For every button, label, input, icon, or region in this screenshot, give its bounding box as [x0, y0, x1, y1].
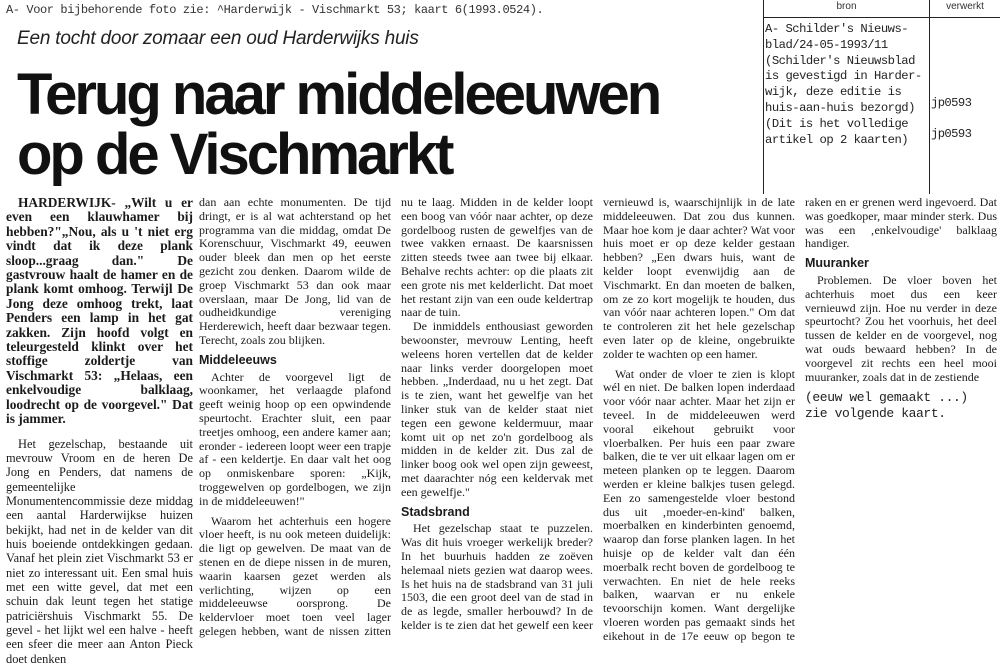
- article-paragraph: Wat onder de vloer te zien is klopt wél en niet. De balken lopen inderdaad voor vóór naar achter. Maar het zijn er teveel. In de middeleeuwen werd vooral eikehout gebruikt voor vloerbalken. Per huis een paar zware balken, die te ver uit elkaar lagen om er meteen planken op te leggen. Daarom werden er kleine balkjes tusen gelegd. Een zo samengestelde vloer bestond dus uit ‚moeder-en-kind' balken, moerbalken en kinderbinten genoemd, waarop dan forse planken lagen. In het huisje op de kelder valt dan één moerbalk recht boven de gordelboog te verwachten. En niet de hele reeks balken, waarvan er nu enkele tevoorschijn komen. Want dergelijke vloeren worden pas gemaakt sinds het eikehout in de 17e eeuw op begon te raken en er grenen werd ingevoerd. Dat was goedkoper, maar minder sterk. Dus was een ‚enkelvoudige' balklaag handiger.: [603, 196, 997, 644]
- article-paragraph: Waarom het achterhuis een hogere vloer heeft, is nu ook meteen duidelijk: die ligt op gewelven. De maat van de stenen en de diepe nissen in de muren, waarin kaarsen gezet werden als verlichting, wijzen op een middeleeuwse oorsprong. De keldervloer moet toen veel lager gelegen hebben, want de nissen zitten nu te laag. Midden in de kelder loopt een boog van vóór naar achter, op deze gordelboog rusten de gewelfjes van de twee vakken ernaast. De kaarsnissen zitten steeds twee aan twee bij elkaar. Behalve rechts achter: op die plaats zit een grote nis met kelderlicht. Dat moet het restant zijn van een oude keldertrap naar de tuin.: [199, 196, 593, 644]
- article-columns-2-to-5: [199, 196, 997, 644]
- article-column-1: [6, 196, 193, 666]
- continuation-note: (eeuw wel gemaakt ...): [805, 390, 997, 406]
- headline-line-2: op de Vischmarkt: [17, 126, 451, 184]
- headline-line-1: Terug naar middeleeuwen: [17, 66, 659, 124]
- bron-column-left-rule: [763, 0, 764, 194]
- card-header-rule: [763, 17, 1000, 18]
- bron-text: A- Schilder's Nieuws- blad/24-05-1993/11 (Schilder's Nieuwsblad is gevestigd in Harder- wijk, deze editie is huis-aan-huis bezorgd) (Dit is het volledige artikel op 2 kaarten): [765, 22, 930, 148]
- verwerkt-entry: jp0593: [931, 96, 971, 110]
- verwerkt-entry: jp0593: [931, 127, 971, 141]
- photo-reference-note: A- Voor bijbehorende foto zie: ^Harderwijk - Vischmarkt 53; kaart 6(1993.0524).: [6, 3, 543, 17]
- subheading-middeleeuws: Middeleeuws: [199, 354, 391, 368]
- article-kicker: Een tocht door zomaar een oud Harderwijks huis: [17, 28, 419, 50]
- article-paragraph: De inmiddels enthousiast geworden bewoonster, mevrouw Lenting, heeft weleens horen vertellen dat de kelder naar links verder doorgelopen moet hebben. „Inderdaad, nu u het zegt. Dat is te zien, want het gewelfje van het linker stuk van de kelder staat niet tegen een gewone keldermuur, maar komt uit op net zo'n gordelboog als midden in de kelder zit. Dus zal de linker boog ook wel open zijn geweest, met daarachter nóg een keldervak met een gewelfje.": [401, 320, 593, 499]
- article-paragraph: Het gezelschap staat te puzzelen. Was dit huis vroeger werkelijk breder? In het buurhuis hadden ze zoëven helemaal niets gezien wat daarop wees. Is het huis na de stadsbrand van 31 juli 1503, die een groot deel van de stad in de as legde, smaller herbouwd? In de kelder is te zien dat het gewelf een keer vernieuwd is, waarschijnlijk in de late middeleeuwen. Dat zou dus kunnen. Maar hoe kom je daar achter? Wat voor huis moet er op deze kelder gestaan hebben? „Een dwars huis, want de kelder loopt evenwijdig aan de Vischmarkt. En dan moeten de balken, om ze zo kort mogelijk te houden, dus van vóór naar achteren lopen." Om dat te controleren zit het hele gezelschap even later op de kleine, ongebruikte zolder te wachten op een hamer.: [401, 196, 795, 644]
- verwerkt-header: verwerkt: [930, 1, 1000, 12]
- article-paragraph: Het gezelschap, bestaande uit mevrouw Vroom en de heren De Jong en Penders, dat namens de gemeentelijke Monumentencommissie deze middag een aantal Harderwijkse huizen bekijkt, had net in de kelder van dit huis boeiende ontdekkingen gedaan. Vanaf het plein ziet Vischmarkt 53 er niet zo interessant uit. Een smal huis met een witte gevel, dat met een schuin dak leunt tegen het statige patriciërshuis Vischmarkt 55. De gevel - het lijkt wel een halve - heeft een sfeer die meer aan Anton Pieck doet denken: [6, 437, 193, 666]
- article-paragraph: Achter de voorgevel ligt de woonkamer, het verlaagde plafond geeft weinig hoop op een opwindende speurtocht. Erachter sluit, een paar treetjes omhoog, een andere kamer aan; eronder - iedereen loopt weer een trapje af - een keldertje. En daar valt het oog op onmiskenbare sporen: „Kijk, troggewelven op gordelbogen, we zijn in de middeleeuwen!": [199, 371, 391, 509]
- bron-header: bron: [764, 1, 929, 12]
- article-paragraph: Problemen. De vloer boven het achterhuis moet dus een keer vernieuwd zijn. Hoe nu verder in deze speurtocht? Zou het voorhuis, het deel tussen de kelder en de voorgevel, nog wat ouds bewaard hebben? In de voorgevel zit rechts een heel mooi muuranker, zoals dat in de zestiende: [805, 274, 997, 384]
- subheading-stadsbrand: Stadsbrand: [401, 506, 593, 520]
- subheading-muuranker: Muuranker: [805, 257, 997, 271]
- article-paragraph: dan aan echte monumenten. De tijd dringt, er is al wat achterstand op het programma van die middag, omdat De Korenschuur, Vischmarkt 49, eeuwen ouder bleek dan men op het eerste gezicht zou denken. Daarom wilde de groep Vischmarkt 53 dan ook maar overslaan, maar De Jong, lid van de oudheidkundige vereniging Herderewich, heeft daar bezwaar tegen. Terecht, zoals zou blijken.: [199, 196, 391, 348]
- article-lead: HARDERWIJK- „Wilt u er even een klauwhamer bij hebben?"„Nou, als u 't niet erg vindt dat ik deze plank sloop...graag dan." De gastvrouw haalt de hamer en de plank komt omhoog. Terwijl De Jong deze omhoog trekt, laat Penders een lamp in het gat zakken. Zijn hoofd volgt en teleurgesteld klinkt over het stoffige zoldertje van Vischmarkt 53: „Helaas, een enkelvoudige balklaag, loodrecht op de voorgevel." Dat is jammer.: [6, 196, 193, 427]
- continuation-note-next-card: zie volgende kaart.: [805, 406, 997, 422]
